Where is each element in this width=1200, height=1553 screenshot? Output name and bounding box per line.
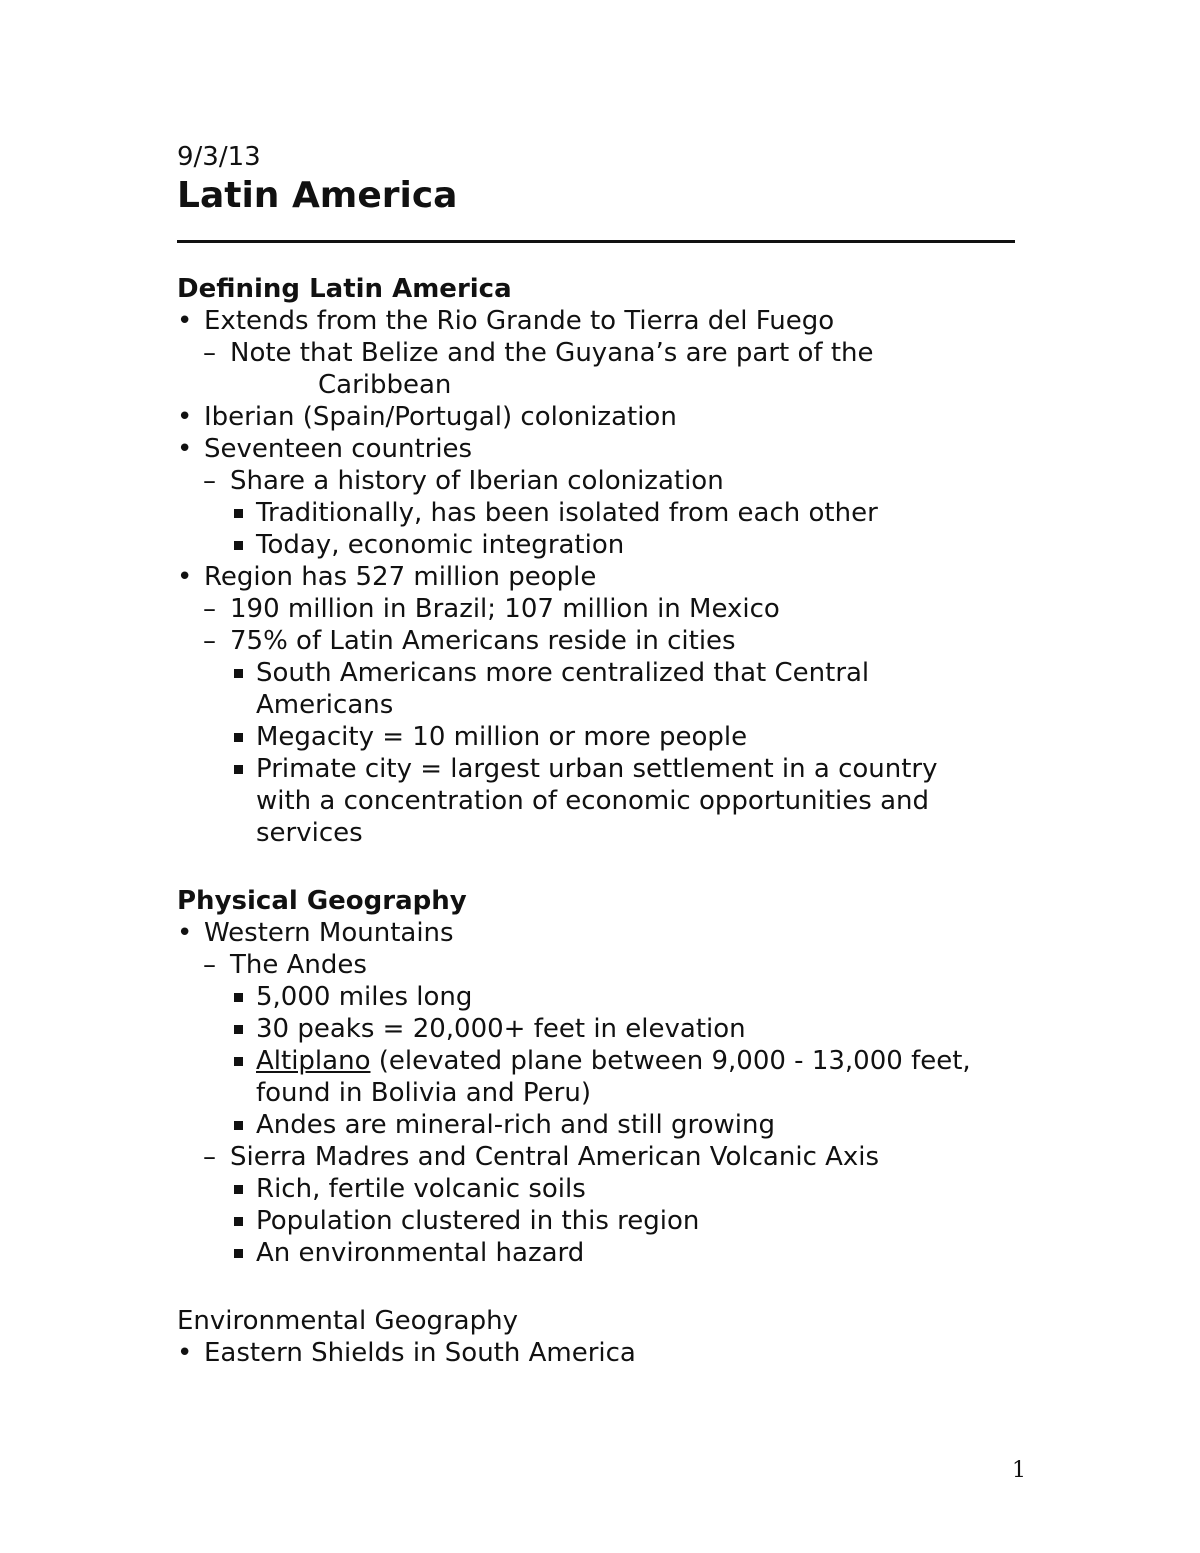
square-bullet-icon	[234, 1121, 243, 1130]
dash-icon: –	[203, 950, 216, 980]
list-item: An environmental hazard	[177, 1237, 1017, 1269]
list-item: • Extends from the Rio Grande to Tierra del Fuego	[177, 306, 835, 336]
square-bullet-icon	[234, 1249, 243, 1258]
list-item: • Region has 527 million people	[177, 562, 597, 592]
list-item: • Iberian (Spain/Portugal) colonization	[177, 402, 677, 432]
physical-list	[177, 917, 1017, 1269]
section-heading-environmental: Environmental Geography	[177, 1306, 518, 1336]
list-item: – 190 million in Brazil; 107 million in Mexico	[203, 594, 780, 624]
title-divider	[177, 240, 1015, 243]
date: 9/3/13	[177, 142, 261, 172]
list-item: South Americans more centralized that Central Americans	[177, 657, 956, 721]
list-item: – Share a history of Iberian colonization	[203, 466, 724, 496]
altiplano-term: Altiplano	[256, 1046, 371, 1076]
list-item: – Sierra Madres and Central American Volcanic Axis	[203, 1142, 880, 1172]
list-item: • Eastern Shields in South America	[177, 1338, 636, 1368]
dash-icon: –	[203, 338, 216, 368]
bullet-icon: •	[177, 402, 193, 432]
bullet-icon: •	[177, 434, 193, 464]
dash-icon: –	[203, 466, 216, 496]
list-item: Population clustered in this region	[177, 1205, 1017, 1237]
square-bullet-icon	[234, 765, 243, 774]
list-item: • Seventeen countries	[177, 434, 473, 464]
square-bullet-icon	[234, 733, 243, 742]
bullet-icon: •	[177, 918, 193, 948]
dash-icon: –	[203, 626, 216, 656]
environmental-list	[177, 1337, 1017, 1369]
square-bullet-icon	[234, 509, 243, 518]
defining-list	[177, 305, 1017, 849]
list-item: Primate city = largest urban settlement in a country with a concentration of economic opportunities and services	[177, 753, 986, 849]
list-item: 5,000 miles long	[177, 981, 1017, 1013]
list-item: Rich, fertile volcanic soils	[177, 1173, 1017, 1205]
square-bullet-icon	[234, 1025, 243, 1034]
page-number: 1	[1012, 1458, 1026, 1483]
square-bullet-icon	[234, 541, 243, 550]
square-bullet-icon	[234, 993, 243, 1002]
list-item: – 75% of Latin Americans reside in cities	[203, 626, 736, 656]
section-gap	[177, 1269, 1017, 1303]
list-item: Altiplano (elevated plane between 9,000 - 13,000 feet, found in Bolivia and Peru)	[177, 1045, 1016, 1109]
section-gap	[177, 849, 1017, 883]
dash-icon: –	[203, 1142, 216, 1172]
section-heading-defining: Defining Latin America	[177, 274, 512, 304]
document-page	[177, 140, 1017, 1369]
page-title: Latin America	[177, 175, 458, 216]
bullet-icon: •	[177, 306, 193, 336]
list-item: Today, economic integration	[177, 529, 1017, 561]
dash-icon: –	[203, 594, 216, 624]
list-item: – Note that Belize and the Guyana’s are part of the Caribbean	[203, 338, 874, 400]
section-heading-physical: Physical Geography	[177, 886, 467, 916]
square-bullet-icon	[234, 669, 243, 678]
list-item: Andes are mineral-rich and still growing	[177, 1109, 1017, 1141]
square-bullet-icon	[234, 1185, 243, 1194]
list-item: • Western Mountains	[177, 918, 454, 948]
list-item: Megacity = 10 million or more people	[177, 721, 1017, 753]
bullet-icon: •	[177, 562, 193, 592]
bullet-icon: •	[177, 1338, 193, 1368]
list-item: Traditionally, has been isolated from each other	[177, 497, 1017, 529]
list-item: – The Andes	[203, 950, 367, 980]
list-item: 30 peaks = 20,000+ feet in elevation	[177, 1013, 1017, 1045]
square-bullet-icon	[234, 1057, 243, 1066]
square-bullet-icon	[234, 1217, 243, 1226]
